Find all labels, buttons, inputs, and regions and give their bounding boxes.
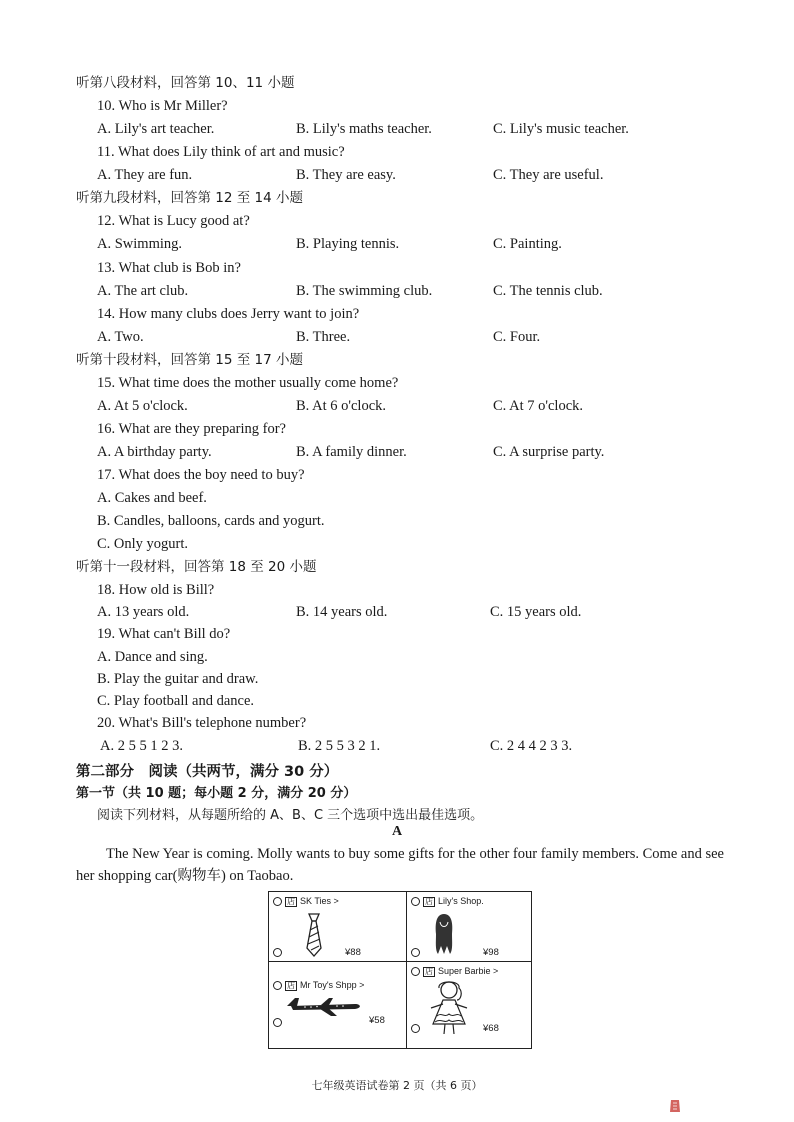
q14-option-c: C. Four. [493,329,541,345]
q17-option-b: B. Candles, balloons, cards and yogurt. [97,513,325,529]
shop-header [273,980,364,991]
q19-option-a: A. Dance and sing. [97,649,208,665]
cart-item-wig [407,892,531,962]
q19-option-b: B. Play the guitar and draw. [97,671,259,687]
q13-option-c: C. The tennis club. [493,283,603,299]
radio-icon[interactable] [273,981,282,990]
airplane-icon [285,994,363,1020]
q10-option-b: B. Lily's maths teacher. [296,121,432,137]
part2-instruction: 阅读下列材料，从每题所给的 A、B、C 三个选项中选出最佳选项。 [97,808,484,823]
q20-option-b: B. 2 5 5 3 2 1. [298,738,381,754]
q14-option-b: B. Three. [296,329,351,345]
q18-option-c: C. 15 years old. [490,604,582,620]
shop-header [411,966,498,977]
part2-subtitle: 第一节（共 10 题；每小题 2 分，满分 20 分） [76,786,357,801]
shopping-cart-grid [268,891,532,1049]
question-16: 16. What are they preparing for? [97,421,286,437]
shop-name-label: Mr Toy's Shpp > [300,980,365,990]
hair-icon [433,912,455,956]
q10-option-a: A. Lily's art teacher. [97,121,215,137]
shop-icon: 店 [425,966,433,976]
shop-header [411,896,484,907]
seal-mark-icon [668,1098,682,1114]
shop-name-label: SK Ties > [300,896,339,906]
question-19: 19. What can't Bill do? [97,626,231,642]
passage-label: A [391,824,403,839]
question-20: 20. What's Bill's telephone number? [97,715,307,731]
shop-icon: 店 [287,896,295,906]
question-15: 15. What time does the mother usually come home? [97,375,399,391]
radio-icon[interactable] [411,967,420,976]
question-14: 14. How many clubs does Jerry want to join? [97,306,360,322]
radio-icon[interactable] [273,1018,282,1027]
q17-option-c: C. Only yogurt. [97,536,189,552]
price-label: ¥68 [483,1023,499,1034]
radio-icon[interactable] [273,897,282,906]
page-footer: 七年级英语试卷第 2 页（共 6 页） [311,1079,483,1092]
q12-option-b: B. Playing tennis. [296,236,400,252]
q12-option-a: A. Swimming. [97,236,182,252]
cart-item-doll [407,962,531,1048]
tie-icon [303,912,325,958]
q19-option-c: C. Play football and dance. [97,693,255,709]
section-heading-10: 听第十段材料，回答第 15 至 17 小题 [76,352,304,368]
q20-option-c: C. 2 4 4 2 3 3. [490,738,573,754]
cart-item-plane [269,962,407,1048]
passage-text: The New Year is coming. Molly wants to buy some gifts for the other four family members. Come and see her shopping car(购物车) on Taobao. [76,846,724,884]
shop-icon: 店 [425,896,433,906]
q16-option-a: A. A birthday party. [97,444,212,460]
shop-icon: 店 [287,980,295,990]
radio-icon[interactable] [411,948,420,957]
q11-option-a: A. They are fun. [97,167,193,183]
q15-option-a: A. At 5 o'clock. [97,398,188,414]
part2-title: 第二部分 阅读（共两节，满分 30 分） [76,764,339,780]
shop-name-label: Lily's Shop. [438,896,484,906]
question-11: 11. What does Lily think of art and music? [97,144,345,160]
q16-option-c: C. A surprise party. [493,444,605,460]
section-heading-11: 听第十一段材料，回答第 18 至 20 小题 [76,559,317,575]
doll-icon [423,978,475,1036]
q13-option-a: A. The art club. [97,283,189,299]
shop-header [273,896,339,907]
question-17: 17. What does the boy need to buy? [97,467,305,483]
question-13: 13. What club is Bob in? [97,260,241,276]
q12-option-c: C. Painting. [493,236,562,252]
question-10: 10. Who is Mr Miller? [97,98,228,114]
q11-option-b: B. They are easy. [296,167,396,183]
section-heading-8: 听第八段材料，回答第 10、11 小题 [76,75,295,91]
radio-icon[interactable] [411,1024,420,1033]
price-label: ¥58 [369,1015,385,1026]
q11-option-c: C. They are useful. [493,167,604,183]
q15-option-c: C. At 7 o'clock. [493,398,584,414]
q10-option-c: C. Lily's music teacher. [493,121,629,137]
q16-option-b: B. A family dinner. [296,444,407,460]
q13-option-b: B. The swimming club. [296,283,433,299]
q20-option-a: A. 2 5 5 1 2 3. [100,738,183,754]
q18-option-b: B. 14 years old. [296,604,388,620]
radio-icon[interactable] [411,897,420,906]
shop-name-label: Super Barbie > [438,966,499,976]
radio-icon[interactable] [273,948,282,957]
section-heading-9: 听第九段材料，回答第 12 至 14 小题 [76,190,304,206]
price-label: ¥88 [345,947,361,958]
q15-option-b: B. At 6 o'clock. [296,398,387,414]
price-label: ¥98 [483,947,499,958]
cart-item-ties [269,892,407,962]
q14-option-a: A. Two. [97,329,144,345]
question-18: 18. How old is Bill? [97,582,215,598]
q17-option-a: A. Cakes and beef. [97,490,207,506]
question-12: 12. What is Lucy good at? [97,213,250,229]
q18-option-a: A. 13 years old. [97,604,190,620]
